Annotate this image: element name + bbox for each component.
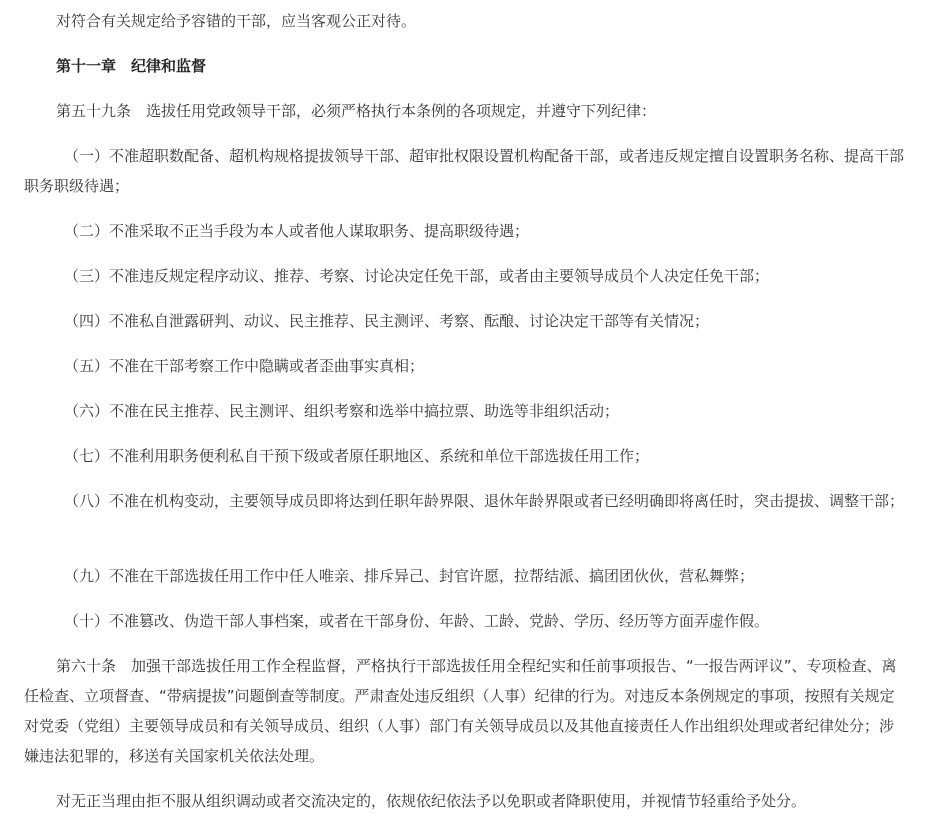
article-60: 第六十条 加强干部选拔任用工作全程监督，严格执行干部选拔任用全程纪实和任前事项报告、“一报告两评议”、专项检查、离任检查、立项督查、“带病提拔”问题倒查等制度。严肃查处违反组织（人事）纪律的行为。对违反本条例规定的事项，按照有关规定对党委（党组）主要领导成员和有关领导成员、组织（人事）部门有关领导成员以及其他直接责任人作出组织处理或者纪律处分；涉嫌违法犯罪的，移送有关国家机关依法处理。 <box>24 657 897 765</box>
paragraph-tolerance: 对符合有关规定给予容错的干部，应当客观公正对待。 <box>56 12 417 30</box>
discipline-item-3: （三）不准违反规定程序动议、推荐、考察、讨论决定任免干部，或者由主要领导成员个人决定任免干部； <box>64 267 770 285</box>
discipline-item-1: （一）不准超职数配备、超机构规格提拔领导干部、超审批权限设置机构配备干部，或者违反规定擅自设置职务名称、提高干部职务职级待遇； <box>24 147 905 195</box>
chapter-heading: 第十一章 纪律和监督 <box>56 57 207 75</box>
discipline-item-6: （六）不准在民主推荐、民主测评、组织考察和选举中搞拉票、助选等非组织活动； <box>64 402 620 420</box>
discipline-item-4: （四）不准私自泄露研判、动议、民主推荐、民主测评、考察、酝酿、讨论决定干部等有关情况； <box>64 312 710 330</box>
discipline-item-5: （五）不准在干部考察工作中隐瞒或者歪曲事实真相； <box>64 357 425 375</box>
paragraph-refusal: 对无正当理由拒不服从组织调动或者交流决定的，依规依纪依法予以免职或者降职使用，并视情节轻重给予处分。 <box>56 792 807 810</box>
discipline-item-2: （二）不准采取不正当手段为本人或者他人谋取职务、提高职级待遇； <box>64 222 530 240</box>
discipline-item-8: （八）不准在机构变动，主要领导成员即将达到任职年龄界限、退休年龄界限或者已经明确即将离任时，突击提拔、调整干部； <box>64 492 905 510</box>
discipline-item-9: （九）不准在干部选拔任用工作中任人唯亲、排斥异己、封官许愿，拉帮结派、搞团团伙伙，营私舞弊； <box>64 567 755 585</box>
discipline-item-10: （十）不准篡改、伪造干部人事档案，或者在干部身份、年龄、工龄、党龄、学历、经历等方面弄虚作假。 <box>64 612 770 630</box>
article-59: 第五十九条 选拔任用党政领导干部，必须严格执行本条例的各项规定，并遵守下列纪律： <box>56 102 657 120</box>
discipline-item-7: （七）不准利用职务便利私自干预下级或者原任职地区、系统和单位干部选拔任用工作； <box>64 447 650 465</box>
